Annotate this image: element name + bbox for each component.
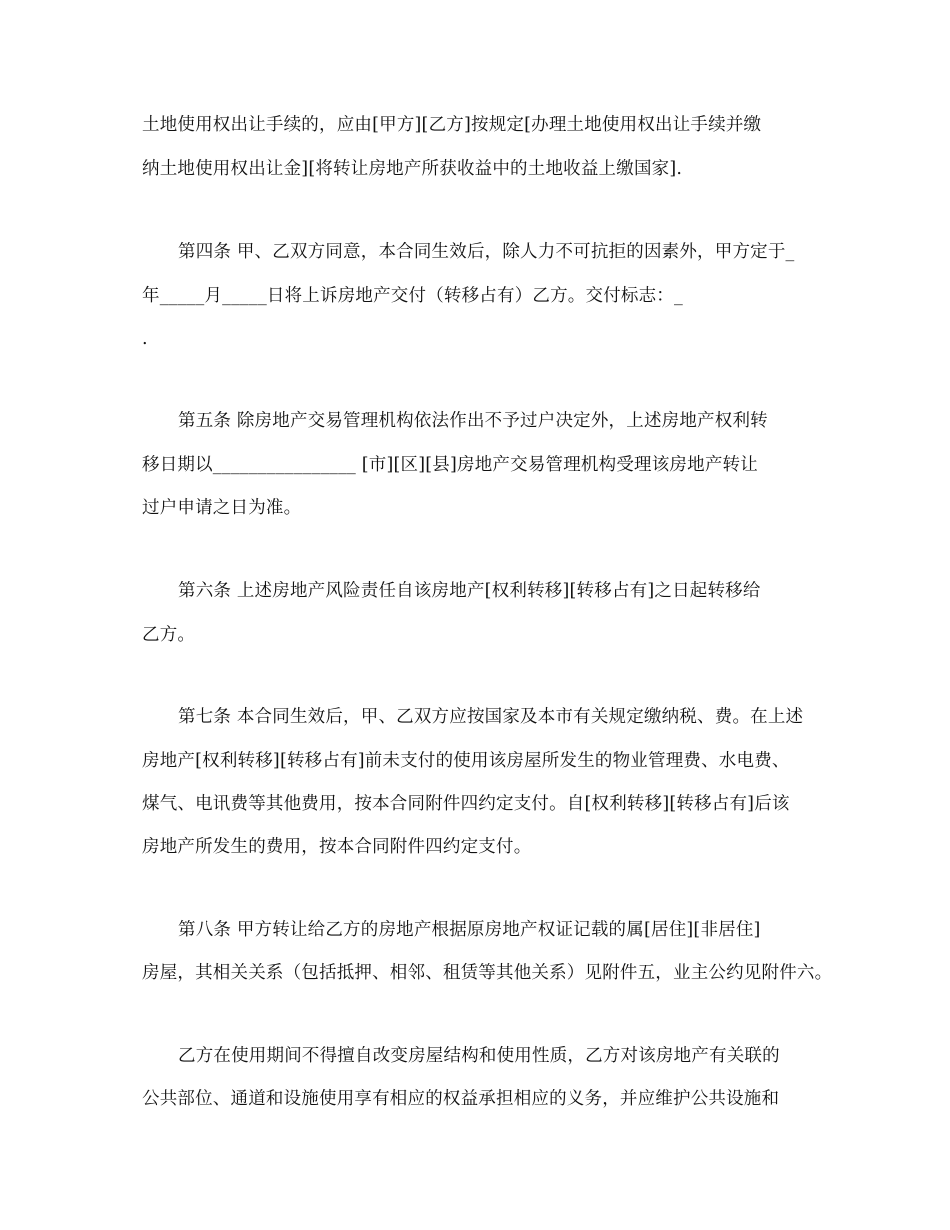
text-line: 乙方。 bbox=[142, 625, 196, 645]
text-line: 乙方在使用期间不得擅自改变房屋结构和使用性质，乙方对该房地产有关联的 bbox=[178, 1046, 780, 1066]
text-line: 年_____月_____日将上诉房地产交付（转移占有）乙方。交付标志：_ bbox=[142, 286, 683, 306]
text-line: 移日期以________________ [市][区][县]房地产交易管理机构受理该房地产转让 bbox=[142, 455, 758, 475]
text-line: 第四条 甲、乙双方同意，本合同生效后，除人力不可抗拒的因素外，甲方定于_ bbox=[178, 242, 795, 262]
text-line: 第八条 甲方转让给乙方的房地产根据原房地产权证记载的属[居住][非居住] bbox=[178, 920, 761, 940]
text-line: . bbox=[142, 329, 148, 349]
text-line: 公共部位、通道和设施使用享有相应的权益承担相应的义务，并应维护公共设施和 bbox=[142, 1089, 780, 1109]
text-line: 过户申请之日为准。 bbox=[142, 498, 302, 518]
text-line: 房地产所发生的费用，按本合同附件四约定支付。 bbox=[142, 837, 532, 857]
text-line: 第六条 上述房地产风险责任自该房地产[权利转移][转移占有]之日起转移给 bbox=[178, 581, 761, 601]
text-line: 煤气、电讯费等其他费用，按本合同附件四约定支付。自[权利转移][转移占有]后该 bbox=[142, 794, 790, 814]
text-line: 土地使用权出让手续的，应由[甲方][乙方]按规定[办理土地使用权出让手续并缴 bbox=[142, 115, 762, 135]
text-line: 房屋，其相关关系（包括抵押、相邻、租赁等其他关系）见附件五，业主公约见附件六。 bbox=[142, 963, 833, 983]
text-line: 第五条 除房地产交易管理机构依法作出不予过户决定外，上述房地产权利转 bbox=[178, 411, 768, 431]
text-line: 纳土地使用权出让金][将转让房地产所获收益中的土地收益上缴国家]. bbox=[142, 159, 683, 179]
text-line: 房地产[权利转移][转移占有]前未支付的使用该房屋所发生的物业管理费、水电费、 bbox=[142, 751, 790, 771]
text-line: 第七条 本合同生效后，甲、乙双方应按国家及本市有关规定缴纳税、费。在上述 bbox=[178, 707, 804, 727]
